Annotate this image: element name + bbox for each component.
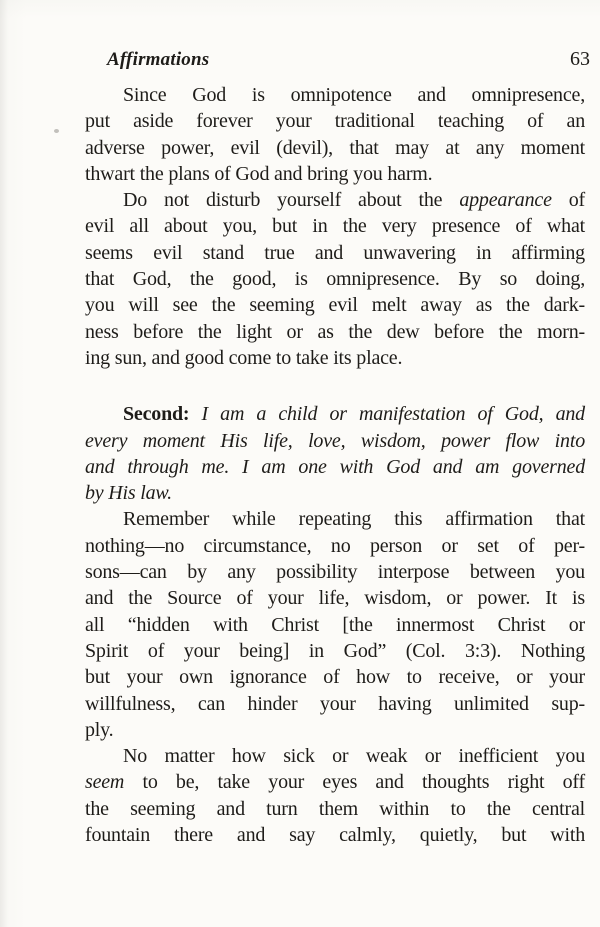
text-segment-normal: willfulness, can hinder your having unlimited sup- xyxy=(85,692,585,715)
paragraph xyxy=(85,187,585,371)
text-line xyxy=(85,82,585,108)
text-segment-normal: you will see the seeming evil melt away as the dark- xyxy=(85,294,585,317)
text-line xyxy=(85,480,585,506)
text-segment-normal: Remember while repeating this affirmation that xyxy=(123,508,585,531)
text-line xyxy=(85,533,585,559)
text-line xyxy=(85,559,585,585)
text-segment-normal: the seeming and turn them within to the central xyxy=(85,797,585,820)
text-segment-normal: sons—can by any possibility interpose between you xyxy=(85,561,585,584)
text-line xyxy=(85,717,585,743)
text-line xyxy=(85,240,585,266)
text-segment-normal: thwart the plans of God and bring you harm. xyxy=(85,162,433,185)
text-line xyxy=(85,266,585,292)
paragraph xyxy=(85,401,585,506)
text-segment-normal: Spirit of your being] in God” (Col. 3:3). Nothing xyxy=(85,639,585,662)
text-segment-normal: to be, take your eyes and thoughts right off xyxy=(124,771,585,794)
text-line xyxy=(85,187,585,213)
text-line xyxy=(85,769,585,795)
text-segment-normal: Do not disturb yourself about the xyxy=(123,189,460,212)
text-segment-normal: No matter how sick or weak or inefficient you xyxy=(123,745,585,768)
text-segment-normal: evil all about you, but in the very presence of what xyxy=(85,215,585,238)
scan-speck xyxy=(54,129,59,133)
page-number: 63 xyxy=(570,48,590,70)
paragraph xyxy=(85,506,585,743)
text-line xyxy=(85,401,585,427)
text-segment-italic: appearance xyxy=(459,189,552,212)
text-segment-normal: but your own ignorance of how to receive, or your xyxy=(85,666,585,689)
text-segment-normal: fountain there and say calmly, quietly, but with xyxy=(85,824,585,847)
text-line xyxy=(85,454,585,480)
text-line xyxy=(85,585,585,611)
text-segment-normal: put aside forever your traditional teaching of an xyxy=(85,110,585,133)
text-line xyxy=(85,319,585,345)
text-segment-italic: every moment His life, love, wisdom, power flow into xyxy=(85,429,585,452)
text-line xyxy=(85,691,585,717)
text-segment-normal: ply. xyxy=(85,718,114,741)
text-segment-italic: by His law. xyxy=(85,482,172,505)
text-line xyxy=(85,506,585,532)
text-segment-normal: that God, the good, is omnipresence. By so doing, xyxy=(85,268,585,291)
text-line xyxy=(85,161,585,187)
text-segment-italic: I am a child or manifestation of God, and xyxy=(201,403,585,426)
text-line xyxy=(85,108,585,134)
body-text xyxy=(85,82,585,848)
text-segment-normal: ing sun, and good come to take its place. xyxy=(85,346,403,369)
text-segment-italic: seem xyxy=(85,771,125,794)
text-line xyxy=(85,135,585,161)
text-line xyxy=(85,638,585,664)
text-line xyxy=(85,213,585,239)
text-line xyxy=(85,796,585,822)
text-segment-normal: adverse power, evil (devil), that may at any moment xyxy=(85,136,585,159)
text-segment-normal: Since God is omnipotence and omnipresence, xyxy=(123,84,585,106)
text-line xyxy=(85,345,585,371)
text-line xyxy=(85,822,585,848)
paragraph xyxy=(85,82,585,187)
text-line xyxy=(85,743,585,769)
text-line xyxy=(85,612,585,638)
text-line xyxy=(85,292,585,318)
text-segment-normal: seems evil stand true and unwavering in affirming xyxy=(85,241,585,264)
text-segment-normal: all “hidden with Christ [the innermost Christ or xyxy=(85,613,585,636)
text-segment-normal: of xyxy=(551,189,586,212)
text-line xyxy=(85,664,585,690)
text-segment-bold: Second: xyxy=(123,403,202,426)
paragraph xyxy=(85,743,585,848)
text-segment-normal: nothing—no circumstance, no person or set of per- xyxy=(85,534,585,557)
text-segment-italic: and through me. I am one with God and am governed xyxy=(85,455,585,478)
running-title: Affirmations xyxy=(107,49,210,70)
text-line xyxy=(85,428,585,454)
text-segment-normal: ness before the light or as the dew before the morn- xyxy=(85,320,585,343)
running-header xyxy=(85,48,590,71)
text-segment-normal: and the Source of your life, wisdom, or power. It is xyxy=(85,587,585,610)
